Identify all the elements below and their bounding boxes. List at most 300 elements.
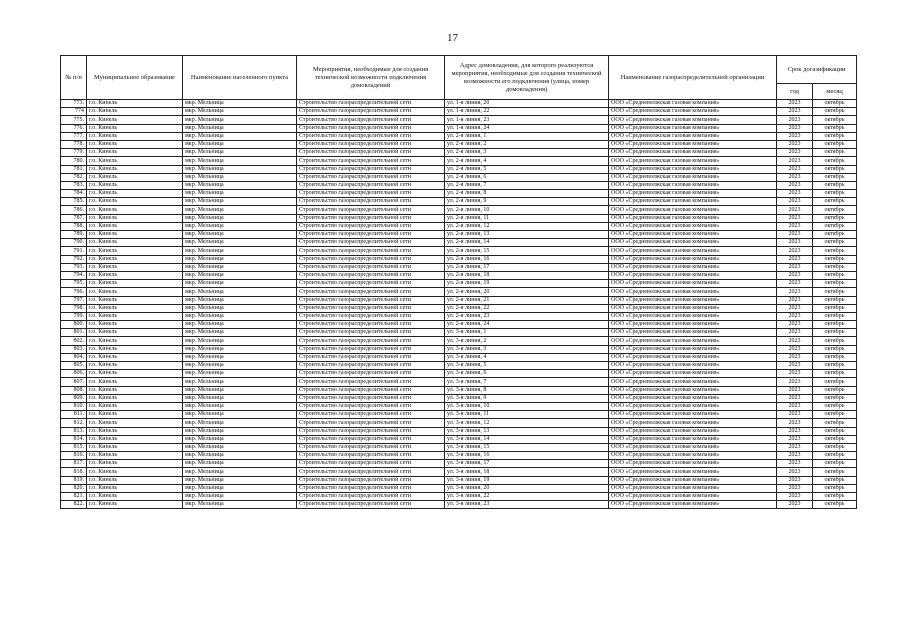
row-municipality: г.о. Кинель — [87, 231, 183, 239]
table-row — [61, 255, 857, 263]
row-address: ул. 2-я линия, 22 — [445, 304, 609, 312]
row-organization: ООО «Средневолжская газовая компания» — [609, 362, 777, 370]
row-measure: Строительство газораспределительной сети — [297, 140, 445, 148]
row-municipality: г.о. Кинель — [87, 124, 183, 132]
table-row — [61, 181, 857, 189]
table-row — [61, 386, 857, 394]
row-measure: Строительство газораспределительной сети — [297, 198, 445, 206]
row-year: 2023 — [777, 435, 813, 443]
row-month: октябрь — [813, 108, 857, 116]
table-row — [61, 231, 857, 239]
row-number: 780. — [61, 157, 87, 165]
row-organization: ООО «Средневолжская газовая компания» — [609, 157, 777, 165]
row-year: 2023 — [777, 402, 813, 410]
row-month: октябрь — [813, 460, 857, 468]
row-number: 775. — [61, 116, 87, 124]
row-month: октябрь — [813, 329, 857, 337]
row-locality: мкр. Мельница — [183, 247, 297, 255]
row-number: 815. — [61, 443, 87, 451]
row-year: 2023 — [777, 247, 813, 255]
row-municipality: г.о. Кинель — [87, 280, 183, 288]
row-measure: Строительство газораспределительной сети — [297, 255, 445, 263]
table-row — [61, 329, 857, 337]
row-number: 810. — [61, 402, 87, 410]
row-year: 2023 — [777, 443, 813, 451]
row-municipality: г.о. Кинель — [87, 411, 183, 419]
row-year: 2023 — [777, 452, 813, 460]
row-year: 2023 — [777, 173, 813, 181]
table-row — [61, 484, 857, 492]
row-address: ул. 3-я линия, 6 — [445, 370, 609, 378]
row-year: 2023 — [777, 271, 813, 279]
row-locality: мкр. Мельница — [183, 108, 297, 116]
row-measure: Строительство газораспределительной сети — [297, 353, 445, 361]
row-number: 821. — [61, 493, 87, 501]
row-measure: Строительство газораспределительной сети — [297, 239, 445, 247]
row-month: октябрь — [813, 149, 857, 157]
row-month: октябрь — [813, 345, 857, 353]
row-measure: Строительство газораспределительной сети — [297, 296, 445, 304]
row-month: октябрь — [813, 132, 857, 140]
row-month: октябрь — [813, 271, 857, 279]
row-locality: мкр. Мельница — [183, 394, 297, 402]
row-address: ул. 2-я линия, 14 — [445, 239, 609, 247]
row-month: октябрь — [813, 394, 857, 402]
row-year: 2023 — [777, 484, 813, 492]
row-address: ул. 3-я линия, 5 — [445, 362, 609, 370]
table-row — [61, 198, 857, 206]
row-locality: мкр. Мельница — [183, 304, 297, 312]
row-organization: ООО «Средневолжская газовая компания» — [609, 329, 777, 337]
row-measure: Строительство газораспределительной сети — [297, 427, 445, 435]
row-measure: Строительство газораспределительной сети — [297, 231, 445, 239]
row-year: 2023 — [777, 190, 813, 198]
row-municipality: г.о. Кинель — [87, 116, 183, 124]
gasification-table — [60, 55, 857, 509]
row-locality: мкр. Мельница — [183, 206, 297, 214]
row-organization: ООО «Средневолжская газовая компания» — [609, 198, 777, 206]
row-measure: Строительство газораспределительной сети — [297, 312, 445, 320]
row-locality: мкр. Мельница — [183, 132, 297, 140]
row-municipality: г.о. Кинель — [87, 321, 183, 329]
table-row — [61, 452, 857, 460]
row-organization: ООО «Средневолжская газовая компания» — [609, 304, 777, 312]
table-row — [61, 394, 857, 402]
row-number: 806. — [61, 370, 87, 378]
row-number: 789. — [61, 231, 87, 239]
row-municipality: г.о. Кинель — [87, 329, 183, 337]
row-month: октябрь — [813, 427, 857, 435]
row-locality: мкр. Мельница — [183, 198, 297, 206]
row-number: 784. — [61, 190, 87, 198]
row-measure: Строительство газораспределительной сети — [297, 288, 445, 296]
row-measure: Строительство газораспределительной сети — [297, 181, 445, 189]
row-number: 808. — [61, 386, 87, 394]
row-organization: ООО «Средневолжская газовая компания» — [609, 493, 777, 501]
row-locality: мкр. Мельница — [183, 222, 297, 230]
row-year: 2023 — [777, 222, 813, 230]
row-year: 2023 — [777, 329, 813, 337]
row-month: октябрь — [813, 263, 857, 271]
row-number: 773. — [61, 100, 87, 108]
table-row — [61, 222, 857, 230]
header-term: Срок догазификации — [777, 56, 857, 84]
row-month: октябрь — [813, 280, 857, 288]
row-month: октябрь — [813, 198, 857, 206]
row-address: ул. 2-я линия, 15 — [445, 247, 609, 255]
row-number: 796. — [61, 288, 87, 296]
row-address: ул. 3-я линия, 8 — [445, 386, 609, 394]
row-organization: ООО «Средневолжская газовая компания» — [609, 124, 777, 132]
row-measure: Строительство газораспределительной сети — [297, 165, 445, 173]
table-row — [61, 239, 857, 247]
row-number: 807. — [61, 378, 87, 386]
row-locality: мкр. Мельница — [183, 378, 297, 386]
row-year: 2023 — [777, 255, 813, 263]
row-address: ул. 3-я линия, 11 — [445, 411, 609, 419]
table-row — [61, 157, 857, 165]
row-address: ул. 1-я линия, 23 — [445, 116, 609, 124]
row-year: 2023 — [777, 468, 813, 476]
table-row — [61, 353, 857, 361]
row-address: ул. 3-я линия, 19 — [445, 476, 609, 484]
row-measure: Строительство газораспределительной сети — [297, 321, 445, 329]
row-month: октябрь — [813, 493, 857, 501]
header-municipality: Муниципальное образование — [87, 56, 183, 100]
row-number: 785. — [61, 198, 87, 206]
row-number: 822. — [61, 501, 87, 509]
row-number: 814. — [61, 435, 87, 443]
row-address: ул. 2-я линия, 20 — [445, 288, 609, 296]
row-year: 2023 — [777, 214, 813, 222]
row-measure: Строительство газораспределительной сети — [297, 345, 445, 353]
row-measure: Строительство газораспределительной сети — [297, 501, 445, 509]
row-address: ул. 3-я линия, 9 — [445, 394, 609, 402]
row-month: октябрь — [813, 452, 857, 460]
row-month: октябрь — [813, 247, 857, 255]
row-number: 788. — [61, 222, 87, 230]
row-measure: Строительство газораспределительной сети — [297, 460, 445, 468]
page-number: 17 — [447, 32, 458, 44]
row-measure: Строительство газораспределительной сети — [297, 149, 445, 157]
row-year: 2023 — [777, 304, 813, 312]
table-row — [61, 296, 857, 304]
row-number: 812. — [61, 419, 87, 427]
table-row — [61, 378, 857, 386]
row-locality: мкр. Мельница — [183, 476, 297, 484]
row-address: ул. 2-я линия, 16 — [445, 255, 609, 263]
row-year: 2023 — [777, 100, 813, 108]
row-organization: ООО «Средневолжская газовая компания» — [609, 321, 777, 329]
table-row — [61, 190, 857, 198]
row-number: 790. — [61, 239, 87, 247]
row-year: 2023 — [777, 345, 813, 353]
row-address: ул. 2-я линия, 19 — [445, 280, 609, 288]
row-municipality: г.о. Кинель — [87, 476, 183, 484]
row-measure: Строительство газораспределительной сети — [297, 411, 445, 419]
row-measure: Строительство газораспределительной сети — [297, 452, 445, 460]
row-year: 2023 — [777, 149, 813, 157]
row-measure: Строительство газораспределительной сети — [297, 124, 445, 132]
row-address: ул. 2-я линия, 8 — [445, 190, 609, 198]
row-year: 2023 — [777, 231, 813, 239]
row-organization: ООО «Средневолжская газовая компания» — [609, 280, 777, 288]
row-year: 2023 — [777, 116, 813, 124]
row-municipality: г.о. Кинель — [87, 149, 183, 157]
row-municipality: г.о. Кинель — [87, 132, 183, 140]
table-row — [61, 214, 857, 222]
row-number: 817. — [61, 460, 87, 468]
row-year: 2023 — [777, 370, 813, 378]
table-row — [61, 263, 857, 271]
row-number: 820. — [61, 484, 87, 492]
row-locality: мкр. Мельница — [183, 263, 297, 271]
row-locality: мкр. Мельница — [183, 173, 297, 181]
row-number: 818. — [61, 468, 87, 476]
row-locality: мкр. Мельница — [183, 312, 297, 320]
row-month: октябрь — [813, 181, 857, 189]
table-row — [61, 304, 857, 312]
row-municipality: г.о. Кинель — [87, 206, 183, 214]
row-number: 811. — [61, 411, 87, 419]
row-organization: ООО «Средневолжская газовая компания» — [609, 271, 777, 279]
row-number: 798. — [61, 304, 87, 312]
row-measure: Строительство газораспределительной сети — [297, 263, 445, 271]
row-locality: мкр. Мельница — [183, 296, 297, 304]
row-address: ул. 3-я линия, 13 — [445, 427, 609, 435]
row-address: ул. 2-я линия, 9 — [445, 198, 609, 206]
row-municipality: г.о. Кинель — [87, 173, 183, 181]
row-address: ул. 2-я линия, 1 — [445, 132, 609, 140]
row-month: октябрь — [813, 214, 857, 222]
row-address: ул. 2-я линия, 11 — [445, 214, 609, 222]
row-address: ул. 2-я линия, 24 — [445, 321, 609, 329]
row-address: ул. 3-я линия, 10 — [445, 402, 609, 410]
row-address: ул. 2-я линия, 4 — [445, 157, 609, 165]
row-municipality: г.о. Кинель — [87, 435, 183, 443]
row-number: 787. — [61, 214, 87, 222]
row-address: ул. 3-я линия, 12 — [445, 419, 609, 427]
row-organization: ООО «Средневолжская газовая компания» — [609, 353, 777, 361]
row-year: 2023 — [777, 206, 813, 214]
row-month: октябрь — [813, 362, 857, 370]
row-year: 2023 — [777, 132, 813, 140]
row-measure: Строительство газораспределительной сети — [297, 214, 445, 222]
row-month: октябрь — [813, 173, 857, 181]
row-month: октябрь — [813, 288, 857, 296]
row-address: ул. 2-я линия, 2 — [445, 140, 609, 148]
row-locality: мкр. Мельница — [183, 337, 297, 345]
row-month: октябрь — [813, 296, 857, 304]
row-measure: Строительство газораспределительной сети — [297, 394, 445, 402]
row-municipality: г.о. Кинель — [87, 247, 183, 255]
row-address: ул. 3-я линия, 14 — [445, 435, 609, 443]
row-measure: Строительство газораспределительной сети — [297, 108, 445, 116]
row-address: ул. 3-я линия, 3 — [445, 345, 609, 353]
row-year: 2023 — [777, 353, 813, 361]
row-month: октябрь — [813, 239, 857, 247]
row-address: ул. 1-я линия, 22 — [445, 108, 609, 116]
row-year: 2023 — [777, 288, 813, 296]
row-organization: ООО «Средневолжская газовая компания» — [609, 288, 777, 296]
row-month: октябрь — [813, 165, 857, 173]
table-row — [61, 427, 857, 435]
row-organization: ООО «Средневолжская газовая компания» — [609, 100, 777, 108]
row-municipality: г.о. Кинель — [87, 419, 183, 427]
row-municipality: г.о. Кинель — [87, 353, 183, 361]
row-locality: мкр. Мельница — [183, 345, 297, 353]
row-municipality: г.о. Кинель — [87, 263, 183, 271]
row-number: 799. — [61, 312, 87, 320]
row-year: 2023 — [777, 108, 813, 116]
row-number: 809. — [61, 394, 87, 402]
row-municipality: г.о. Кинель — [87, 362, 183, 370]
row-year: 2023 — [777, 140, 813, 148]
row-number: 804. — [61, 353, 87, 361]
row-organization: ООО «Средневолжская газовая компания» — [609, 460, 777, 468]
table-row — [61, 100, 857, 108]
row-locality: мкр. Мельница — [183, 239, 297, 247]
row-organization: ООО «Средневолжская газовая компания» — [609, 132, 777, 140]
row-locality: мкр. Мельница — [183, 370, 297, 378]
row-address: ул. 2-я линия, 3 — [445, 149, 609, 157]
row-locality: мкр. Мельница — [183, 329, 297, 337]
table-row — [61, 116, 857, 124]
row-month: октябрь — [813, 157, 857, 165]
row-locality: мкр. Мельница — [183, 116, 297, 124]
row-number: 816. — [61, 452, 87, 460]
row-locality: мкр. Мельница — [183, 427, 297, 435]
table-row — [61, 312, 857, 320]
row-address: ул. 3-я линия, 15 — [445, 443, 609, 451]
row-municipality: г.о. Кинель — [87, 271, 183, 279]
row-organization: ООО «Средневолжская газовая компания» — [609, 263, 777, 271]
row-municipality: г.о. Кинель — [87, 468, 183, 476]
row-address: ул. 3-я линия, 1 — [445, 329, 609, 337]
row-municipality: г.о. Кинель — [87, 239, 183, 247]
row-month: октябрь — [813, 206, 857, 214]
row-month: октябрь — [813, 386, 857, 394]
row-measure: Строительство газораспределительной сети — [297, 370, 445, 378]
row-month: октябрь — [813, 476, 857, 484]
row-month: октябрь — [813, 484, 857, 492]
row-locality: мкр. Мельница — [183, 165, 297, 173]
table-row — [61, 132, 857, 140]
row-year: 2023 — [777, 124, 813, 132]
row-number: 792. — [61, 255, 87, 263]
table-row — [61, 321, 857, 329]
row-municipality: г.о. Кинель — [87, 222, 183, 230]
row-year: 2023 — [777, 157, 813, 165]
row-locality: мкр. Мельница — [183, 140, 297, 148]
row-locality: мкр. Мельница — [183, 190, 297, 198]
row-month: октябрь — [813, 443, 857, 451]
table-row — [61, 460, 857, 468]
row-year: 2023 — [777, 312, 813, 320]
header-num: № п/п — [61, 56, 87, 100]
row-organization: ООО «Средневолжская газовая компания» — [609, 435, 777, 443]
row-month: октябрь — [813, 337, 857, 345]
row-month: октябрь — [813, 321, 857, 329]
row-number: 801. — [61, 329, 87, 337]
row-year: 2023 — [777, 493, 813, 501]
row-address: ул. 3-я линия, 18 — [445, 468, 609, 476]
row-number: 797. — [61, 296, 87, 304]
row-municipality: г.о. Кинель — [87, 337, 183, 345]
row-number: 782. — [61, 173, 87, 181]
row-month: октябрь — [813, 370, 857, 378]
row-year: 2023 — [777, 501, 813, 509]
row-measure: Строительство газораспределительной сети — [297, 493, 445, 501]
row-municipality: г.о. Кинель — [87, 304, 183, 312]
table-row — [61, 493, 857, 501]
row-organization: ООО «Средневолжская газовая компания» — [609, 484, 777, 492]
row-measure: Строительство газораспределительной сети — [297, 468, 445, 476]
row-organization: ООО «Средневолжская газовая компания» — [609, 149, 777, 157]
row-measure: Строительство газораспределительной сети — [297, 247, 445, 255]
row-month: октябрь — [813, 378, 857, 386]
row-measure: Строительство газораспределительной сети — [297, 280, 445, 288]
row-year: 2023 — [777, 165, 813, 173]
row-month: октябрь — [813, 402, 857, 410]
table-row — [61, 402, 857, 410]
row-measure: Строительство газораспределительной сети — [297, 304, 445, 312]
row-measure: Строительство газораспределительной сети — [297, 190, 445, 198]
row-year: 2023 — [777, 378, 813, 386]
row-municipality: г.о. Кинель — [87, 181, 183, 189]
row-locality: мкр. Мельница — [183, 452, 297, 460]
row-measure: Строительство газораспределительной сети — [297, 378, 445, 386]
row-year: 2023 — [777, 181, 813, 189]
row-month: октябрь — [813, 255, 857, 263]
row-month: октябрь — [813, 124, 857, 132]
row-measure: Строительство газораспределительной сети — [297, 476, 445, 484]
row-month: октябрь — [813, 312, 857, 320]
row-municipality: г.о. Кинель — [87, 165, 183, 173]
row-organization: ООО «Средневолжская газовая компания» — [609, 345, 777, 353]
table-row — [61, 501, 857, 509]
row-organization: ООО «Средневолжская газовая компания» — [609, 296, 777, 304]
table-row — [61, 468, 857, 476]
row-municipality: г.о. Кинель — [87, 493, 183, 501]
row-organization: ООО «Средневолжская газовая компания» — [609, 231, 777, 239]
row-locality: мкр. Мельница — [183, 231, 297, 239]
row-organization: ООО «Средневолжская газовая компания» — [609, 386, 777, 394]
row-number: 791. — [61, 247, 87, 255]
row-locality: мкр. Мельница — [183, 214, 297, 222]
table-row — [61, 124, 857, 132]
row-year: 2023 — [777, 280, 813, 288]
table-row — [61, 476, 857, 484]
row-month: октябрь — [813, 304, 857, 312]
row-locality: мкр. Мельница — [183, 484, 297, 492]
row-locality: мкр. Мельница — [183, 468, 297, 476]
table-row — [61, 370, 857, 378]
row-year: 2023 — [777, 386, 813, 394]
row-measure: Строительство газораспределительной сети — [297, 386, 445, 394]
row-organization: ООО «Средневолжская газовая компания» — [609, 468, 777, 476]
row-measure: Строительство газораспределительной сети — [297, 100, 445, 108]
row-locality: мкр. Мельница — [183, 435, 297, 443]
row-locality: мкр. Мельница — [183, 419, 297, 427]
row-organization: ООО «Средневолжская газовая компания» — [609, 108, 777, 116]
row-address: ул. 2-я линия, 7 — [445, 181, 609, 189]
table-row — [61, 419, 857, 427]
row-month: октябрь — [813, 501, 857, 509]
header-year: год — [777, 84, 813, 100]
table-row — [61, 173, 857, 181]
row-municipality: г.о. Кинель — [87, 157, 183, 165]
